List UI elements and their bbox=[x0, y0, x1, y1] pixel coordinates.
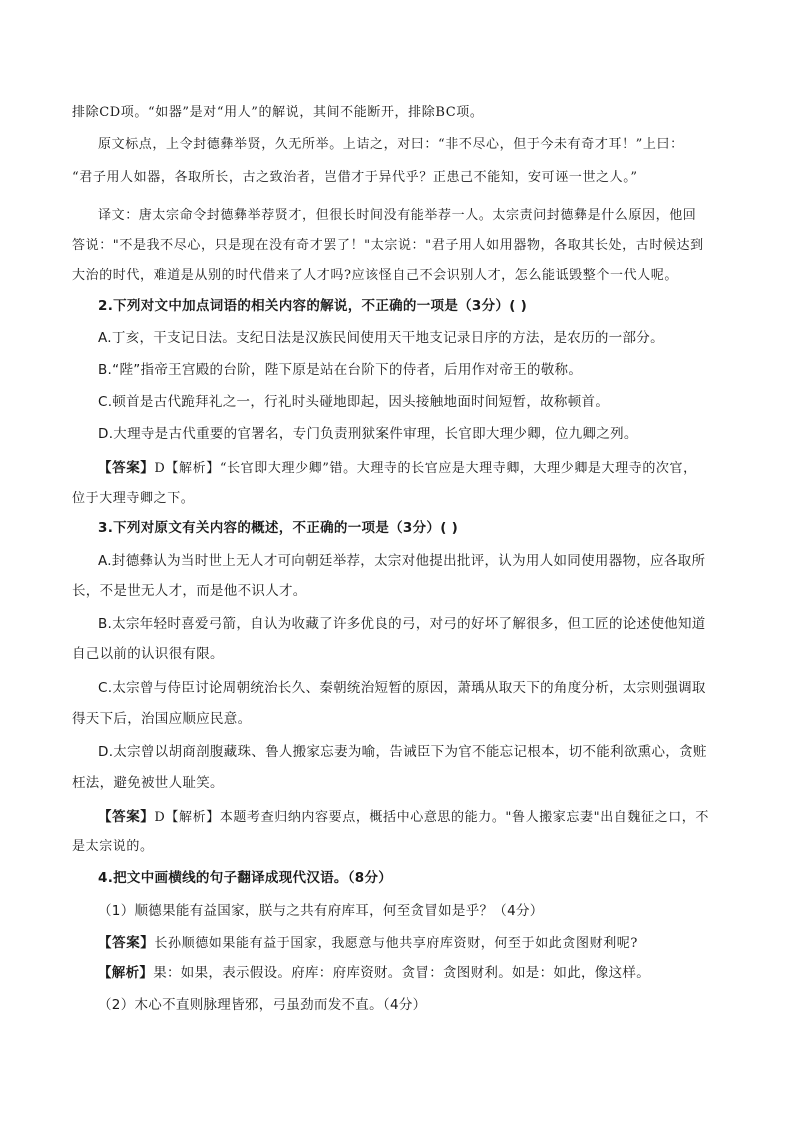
answer-text: D【解析】本题考查归纳内容要点，概括中心意思的能力。"鲁人搬家忘妻"出自魏征之口，不 bbox=[154, 810, 709, 825]
question-3-option-c-1: C.太宗曾与侍臣讨论周朝统治长久、秦朝统治短暂的原因，萧瑀从取天下的角度分析，太宗则强调取 bbox=[98, 680, 706, 696]
question-3-option-a-1: A.封德彝认为当时世上无人才可向朝廷举荐，太宗对他提出批评，认为用人如同使用器物，应各取所 bbox=[98, 553, 706, 569]
question-2-title: 2.下列对文中加点词语的相关内容的解说，不正确的一项是（3分）( ) bbox=[98, 298, 528, 314]
question-4-title: 4.把文中画横线的句子翻译成现代汉语。（8分） bbox=[98, 870, 393, 886]
answer-tag: 【答案】 bbox=[98, 460, 155, 476]
translation-line-2: 答说："不是我不尽心，只是现在没有奇才罢了！"太宗说："君子用人如用器物，各取其长处，古时候达到 bbox=[72, 238, 704, 253]
question-3-title: 3.下列对原文有关内容的概述，不正确的一项是（3分）( ) bbox=[98, 520, 459, 536]
question-4-item-1-analysis bbox=[98, 961, 748, 981]
answer-text: D【解析】“长官即大理少卿”错。大理寺的长官应是大理寺卿，大理少卿是大理寺的次官， bbox=[154, 461, 697, 476]
question-3-option-d-1: D.太宗曾以胡商剖腹藏珠、鲁人搬家忘妻为喻，告诫臣下为官不能忘记根本，切不能利欲熏心，贪赃 bbox=[98, 744, 707, 760]
question-3-answer bbox=[98, 805, 748, 825]
question-2-option-b: B.“陛”指帝王宫殿的台阶，陛下原是站在台阶下的侍者，后用作对帝王的敬称。 bbox=[98, 362, 583, 378]
question-2-answer-cont: 位于大理寺卿之下。 bbox=[72, 491, 195, 506]
question-2-option-c: C.顿首是古代跪拜礼之一，行礼时头碰地即起，因头接触地面时间短暂，故称顿首。 bbox=[98, 394, 610, 410]
answer-tag: 【答案】 bbox=[98, 935, 155, 951]
analysis-text: 果：如果，表示假设。府库：府库资财。贪冒：贪图财利。如是：如此，像这样。 bbox=[153, 965, 651, 981]
text-line-3: “君子用人如器，各取所长，古之致治者，岂借才于异代乎？正患己不能知，安可诬一世之人。” bbox=[72, 170, 638, 185]
answer-tag: 【答案】 bbox=[98, 809, 155, 825]
answer-text: 长孙顺德如果能有益于国家，我愿意与他共享府库资财，何至于如此贪图财利呢? bbox=[154, 936, 638, 951]
question-2-answer bbox=[98, 456, 748, 476]
question-3-option-c-2: 得天下后，治国应顺应民意。 bbox=[72, 711, 252, 727]
question-4-item-2: （2）木心不直则脉理皆邪，弓虽劲而发不直。（4分） bbox=[98, 997, 427, 1013]
translation-line-1: 译文：唐太宗命令封德彝举荐贤才，但很长时间没有能举荐一人。太宗责问封德彝是什么原因，他回 bbox=[98, 208, 697, 223]
question-3-option-a-2: 长，不是世无人才，而是他不识人才。 bbox=[72, 583, 307, 599]
question-3-option-d-2: 枉法，避免被世人耻笑。 bbox=[72, 775, 224, 791]
analysis-tag: 【解析】 bbox=[98, 965, 154, 981]
question-2-option-a: A.丁亥，干支记日法。支纪日法是汉族民间使用天干地支记录日序的方法，是农历的一部分。 bbox=[98, 330, 664, 346]
question-2-option-d: D.大理寺是古代重要的官署名，专门负责刑狱案件审理，长官即大理少卿，位九卿之列。 bbox=[98, 426, 638, 442]
translation-line-3: 大治的时代，难道是从别的时代借来了人才吗?应该怪自己不会识别人才，怎么能诋毁整个一代人呢。 bbox=[72, 268, 678, 283]
text-line-2: 原文标点，上令封德彝举贤，久无所举。上诘之，对曰：“非不尽心，但于今未有奇才耳！”上曰： bbox=[98, 137, 684, 152]
question-3-option-b-2: 自己以前的认识很有限。 bbox=[72, 646, 224, 662]
question-4-item-1-answer bbox=[98, 931, 748, 951]
question-3-answer-cont: 是太宗说的。 bbox=[72, 839, 154, 854]
question-3-option-b-1: B.太宗年轻时喜爱弓箭，自认为收藏了许多优良的弓，对弓的好坏了解很多，但工匠的论述使他知道 bbox=[98, 616, 706, 632]
text-line-1: 排除CD项。“如器”是对“用人”的解说，其间不能断开，排除BC项。 bbox=[72, 105, 484, 120]
question-4-item-1: （1）顺德果能有益国家，朕与之共有府库耳，何至贪冒如是乎？（4分） bbox=[98, 903, 544, 919]
